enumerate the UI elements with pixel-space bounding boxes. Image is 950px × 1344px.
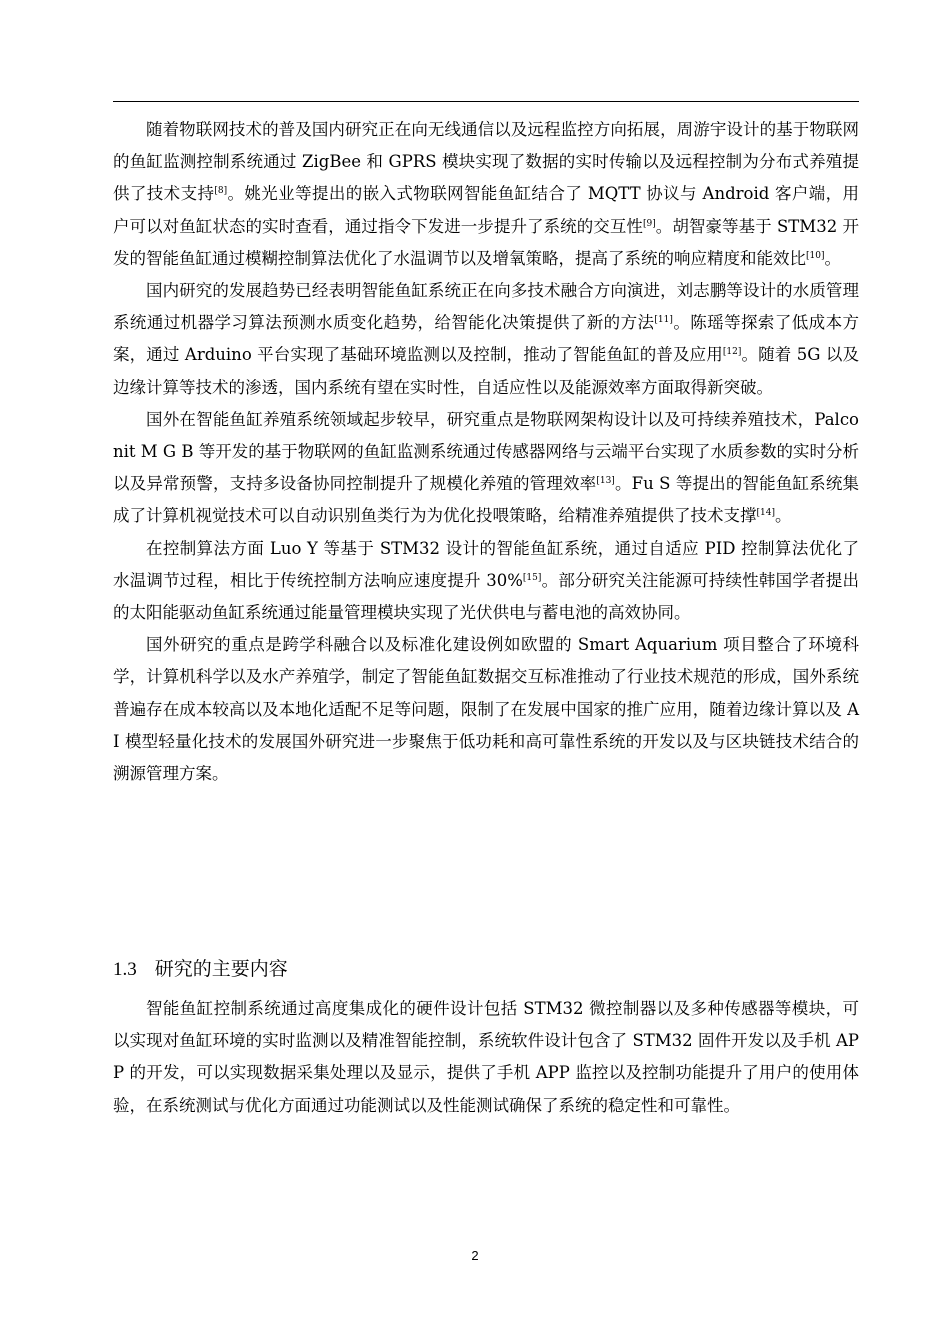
- paragraph: [113, 114, 859, 275]
- citation-ref: [11]: [654, 315, 673, 326]
- paragraph: [113, 404, 859, 533]
- paragraph-text: 随着物联网技术的普及国内研究正在向无线通信以及远程监控方向拓展，周游宇设计的基于物联网的鱼缸监测控制系统通过 ZigBee 和 GPRS 模块实现了数据的实时传输以及远程控制为分布式养殖提供了技术支持: [113, 120, 859, 204]
- citation-ref: [12]: [722, 347, 742, 358]
- paragraph: [113, 993, 859, 1122]
- paragraph-text: 。姚光业等提出的嵌入式物联网智能鱼缸结合了 MQTT 协议与 Android 客户端，用户可以对鱼缸状态的实时查看，通过指令下发进一步提升了系统的交互性: [113, 184, 860, 236]
- paragraph-text: 国内研究的发展趋势已经表明智能鱼缸系统正在向多技术融合方向演进，刘志鹏等设计的水质管理系统通过机器学习算法预测水质变化趋势，给智能化决策提供了新的方法: [113, 281, 859, 333]
- header-rule: [113, 101, 859, 102]
- paragraph: [113, 275, 859, 404]
- paragraph-text: 国外在智能鱼缸养殖系统领域起步较早，研究重点是物联网架构设计以及可持续养殖技术，Palconit M G B 等开发的基于物联网的鱼缸监测系统通过传感器网络与云端平台实现了水质参数的实时分析以及异常预警，支持多设备协同控制提升了规模化养殖的管理效率: [113, 409, 859, 494]
- paragraph-text: 。随着 5G 以及边缘计算等技术的渗透，国内系统有望在实时性，自适应性以及能源效率方面取得新突破。: [113, 345, 860, 397]
- paragraph-text: 。Fu S 等提出的智能鱼缸系统集成了计算机视觉技术可以自动识别鱼类行为为优化投喂策略，给精准养殖提供了技术支撑: [113, 474, 860, 526]
- paragraph-text: 。胡智豪等基于 STM32 开发的智能鱼缸通过模糊控制算法优化了水温调节以及增氧策略，提高了系统的响应精度和能效比: [113, 216, 859, 268]
- paragraph-text: 智能鱼缸控制系统通过高度集成化的硬件设计包括 STM32 微控制器以及多种传感器等模块，可以实现对鱼缸环境的实时监测以及精准智能控制，系统软件设计包含了 STM32 固件开发以及手机 APP 的开发，可以实现数据采集处理以及显示，提供了手机 APP 监控以及控制功能提升了用户的使用体验，在系统测试与优化方面通过功能测试以及性能测试确保了系统的稳定性和可靠性。: [113, 999, 859, 1115]
- paragraph: [113, 533, 859, 630]
- section-body-text: [113, 993, 859, 1122]
- paragraph-text: 。部分研究关注能源可持续性韩国学者提出的太阳能驱动鱼缸系统通过能量管理模块实现了光伏供电与蓄电池的高效协同。: [113, 570, 860, 623]
- citation-ref: [8]: [214, 186, 228, 197]
- paragraph: [113, 629, 859, 790]
- paragraph-text: 。: [774, 506, 792, 526]
- citation-ref: [10]: [806, 250, 825, 261]
- paragraph-text: 。: [824, 248, 841, 268]
- page-number: 2: [471, 1248, 479, 1263]
- section-number: 1.3: [113, 959, 137, 980]
- paragraph-text: 。陈瑶等探索了低成本方案，通过 Arduino 平台实现了基础环境监测以及控制，推动了智能鱼缸的普及应用: [113, 313, 860, 365]
- citation-ref: [15]: [522, 573, 542, 583]
- citation-ref: [13]: [596, 476, 615, 487]
- paragraph-text: 国外研究的重点是跨学科融合以及标准化建设例如欧盟的 Smart Aquarium 项目整合了环境科学，计算机科学以及水产养殖学，制定了智能鱼缸数据交互标准推动了行业技术规范的形成，国外系统普遍存在成本较高以及本地化适配不足等问题，限制了在发展中国家的推广应用，随着边缘计算以及 AI 模型轻量化技术的发展国外研究进一步聚焦于低功耗和高可靠性系统的开发以及与区块链技术结合的溯源管理方案。: [113, 635, 859, 784]
- section-title: 研究的主要内容: [154, 958, 288, 980]
- paragraph-text: 在控制算法方面 Luo Y 等基于 STM32 设计的智能鱼缸系统，通过自适应 PID 控制算法优化了水温调节过程，相比于传统控制方法响应速度提升 30%: [113, 538, 859, 590]
- citation-ref: [9]: [642, 218, 656, 229]
- citation-ref: [14]: [756, 508, 775, 519]
- body-text: [113, 114, 859, 790]
- section-heading: [113, 956, 288, 983]
